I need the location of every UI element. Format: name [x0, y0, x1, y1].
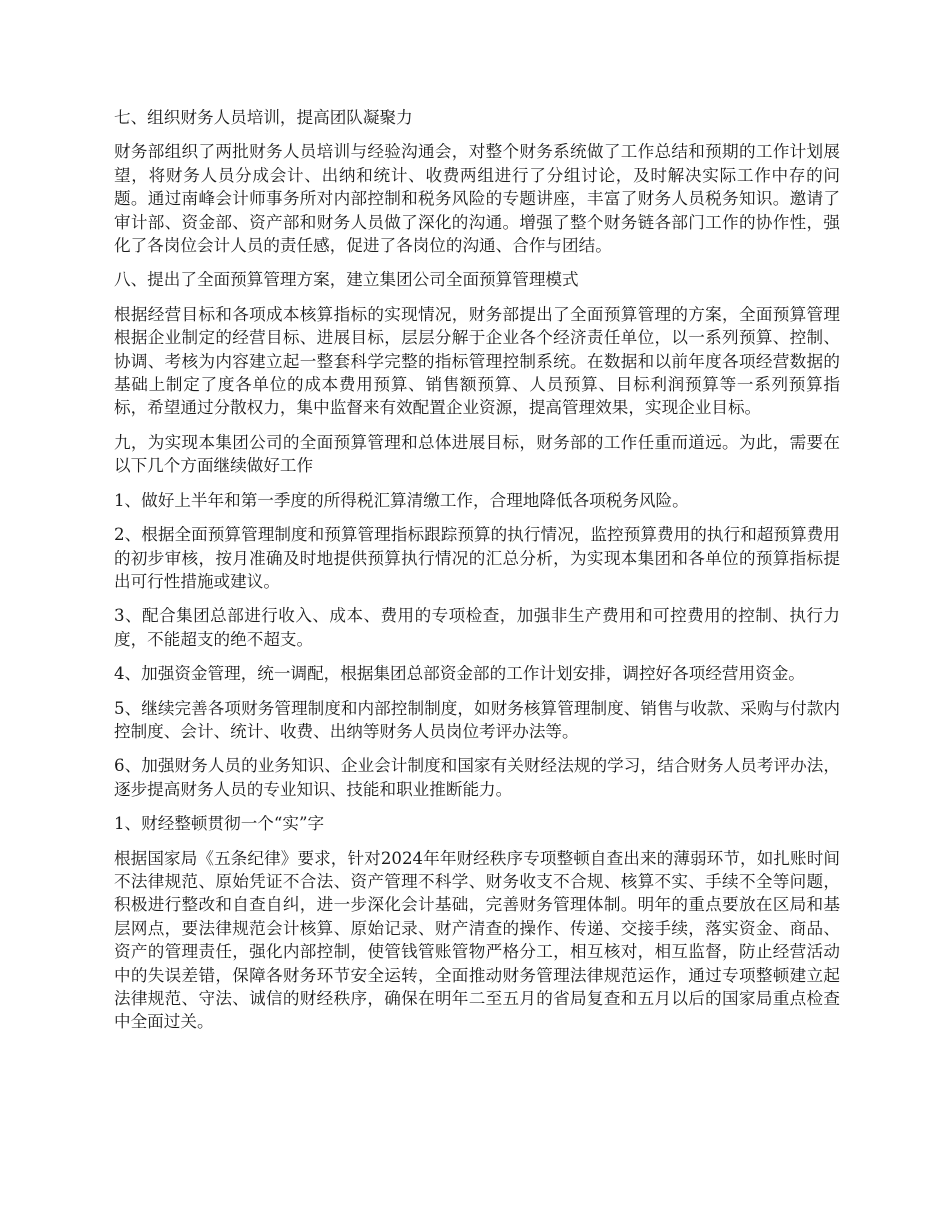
list-item-2: 2、根据全面预算管理制度和预算管理指标跟踪预算的执行情况，监控预算费用的执行和超预算费用的初步审核，按月准确及时地提供预算执行情况的汇总分析，为实现本集团和各单位的预算指标提出可行性措施或建议。 [114, 525, 840, 591]
list-item-6: 6、加强财务人员的业务知识、企业会计制度和国家有关财经法规的学习，结合财务人员考评办法，逐步提高财务人员的专业知识、技能和职业推断能力。 [114, 756, 840, 799]
list-item-5: 5、继续完善各项财务管理制度和内部控制制度，如财务核算管理制度、销售与收款、采购与付款内控制度、会计、统计、收费、出纳等财务人员岗位考评办法等。 [114, 698, 840, 741]
paragraph-financial-rectification: 根据国家局《五条纪律》要求，针对2024年年财经秩序专项整顿自查出来的薄弱环节，如扎账时间不法律规范、原始凭证不合法、资产管理不科学、财务收支不合规、核算不实、手续不全等问题，积极进行整改和自查自纠，进一步深化会计基础，完善财务管理体制。明年的重点要放在区局和基层网点，要法律规范会计核算、原始记录、财产清查的操作、传递、交接手续，落实资金、商品、资产的管理责任，强化内部控制，使管钱管账管物严格分工，相互核对，相互监督，防止经营活动中的失误差错，保障各财务环节安全运转，全面推动财务管理法律规范运作，通过专项整顿建立起法律规范、守法、诚信的财经秩序，确保在明年二至五月的省局复查和五月以后的国家局重点检查中全面过关。 [114, 848, 840, 1032]
subsection-heading-1: 1、财经整顿贯彻一个“实”字 [114, 814, 325, 834]
list-item-3: 3、配合集团总部进行收入、成本、费用的专项检查，加强非生产费用和可控费用的控制、执行力度，不能超支的绝不超支。 [114, 606, 840, 649]
paragraph-staff-training: 财务部组织了两批财务人员培训与经验沟通会，对整个财务系统做了工作总结和预期的工作计划展望，将财务人员分成会计、出纳和统计、收费两组进行了分组讨论，及时解决实际工作中存的问题。通过南峰会计师事务所对内部控制和税务风险的专题讲座，丰富了财务人员税务知识。邀请了审计部、资金部、资产部和财务人员做了深化的沟通。增强了整个财务链各部门工作的协作性，强化了各岗位会计人员的责任感，促进了各岗位的沟通、合作与团结。 [114, 142, 840, 256]
paragraph-section-9-intro: 九，为实现本集团公司的全面预算管理和总体进展目标，财务部的工作任重而道远。为此，需要在以下几个方面继续做好工作 [114, 432, 840, 476]
document-page [114, 106, 840, 1045]
list-item-1: 1、做好上半年和第一季度的所得税汇算清缴工作，合理地降低各项税务风险。 [114, 490, 689, 510]
section-heading-7: 七、组织财务人员培训，提高团队凝聚力 [114, 108, 413, 127]
section-heading-8: 八、提出了全面预算管理方案，建立集团公司全面预算管理模式 [114, 270, 579, 290]
paragraph-budget-management: 根据经营目标和各项成本核算指标的实现情况，财务部提出了全面预算管理的方案，全面预算管理根据企业制定的经营目标、进展目标，层层分解于企业各个经济责任单位，以一系列预算、控制、协调、考核为内容建立起一整套科学完整的指标管理控制系统。在数据和以前年度各项经营数据的基础上制定了度各单位的成本费用预算、销售额预算、人员预算、目标利润预算等一系列预算指标，希望通过分散权力，集中监督来有效配置企业资源，提高管理效果，实现企业目标。 [114, 304, 840, 418]
list-item-4: 4、加强资金管理，统一调配，根据集团总部资金部的工作计划安排，调控好各项经营用资金。 [114, 664, 805, 684]
